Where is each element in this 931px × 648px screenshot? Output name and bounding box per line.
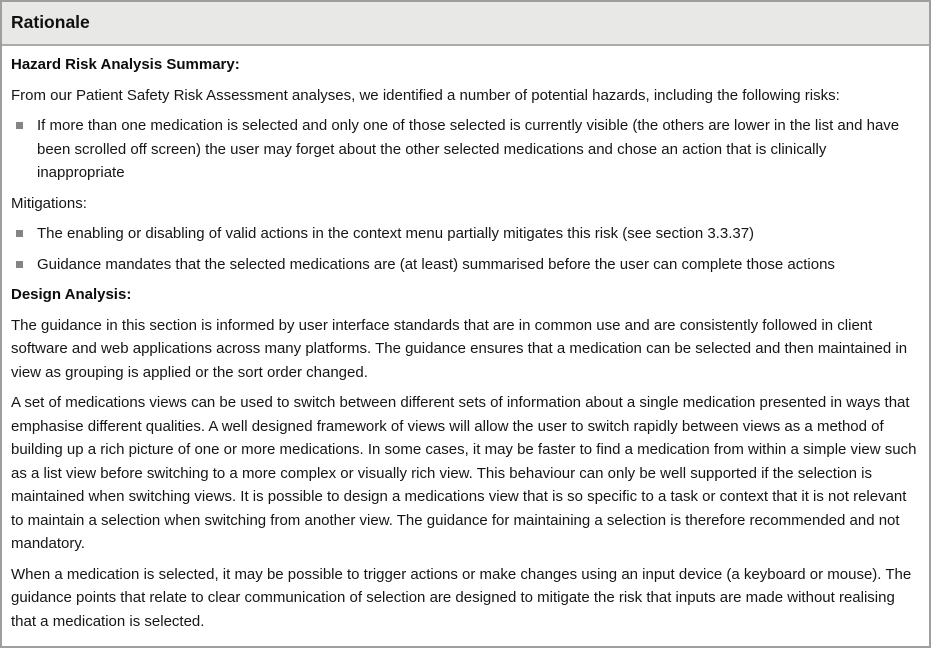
bullet-text: Guidance mandates that the selected medications are (at least) summarised before the user can complete those actions bbox=[37, 255, 835, 273]
paragraph: A set of medications views can be used to switch between different sets of information about a single medication presented in ways that emphasise different qualities. A well designed framework of views will allow the user to switch rapidly between views as a method of building up a rich picture of one or more medications. In some cases, it may be faster to find a medication from within a simple view such as a list view before switching to a more complex or visually rich view. This behaviour can only be well supported if the selection is maintained when switching views. It is possible to design a medications view that is so specific to a task or context that it is not relevant to maintain a selection when switching from another view. The guidance for maintaining a selection is therefore recommended and not mandatory. bbox=[11, 394, 917, 552]
bullet-item bbox=[11, 222, 920, 246]
bullet-item bbox=[11, 114, 920, 185]
paragraph: Mitigations: bbox=[11, 194, 87, 212]
paragraph: The guidance in this section is informed by user interface standards that are in common use and are consistently followed in client software and web applications across many platforms. The guidance ensures that a medication can be selected and then maintained in view as grouping is applied or the sort order changed. bbox=[11, 316, 908, 381]
bullet-square-icon bbox=[16, 230, 23, 237]
paragraph: When a medication is selected, it may be possible to trigger actions or make changes using an input device (a keyboard or mouse). The guidance points that relate to clear communication of selection are designed to mitigate the risk that inputs are made without realising that a medication is selected. bbox=[11, 565, 912, 630]
bullet-text: The enabling or disabling of valid actions in the context menu partially mitigates this risk (see section 3.3.37) bbox=[37, 225, 755, 242]
bullet-item bbox=[11, 253, 920, 277]
panel-body bbox=[2, 46, 929, 646]
bullet-square-icon bbox=[16, 261, 23, 268]
paragraph: From our Patient Safety Risk Assessment analyses, we identified a number of potential hazards, including the following risks: bbox=[11, 86, 840, 104]
section-heading: Design Analysis: bbox=[11, 286, 132, 303]
bullet-square-icon bbox=[16, 122, 23, 129]
bullet-text: If more than one medication is selected and only one of those selected is currently visible (the others are lower in the list and have been scrolled off screen) the user may forget about the other selected medications and chose an action that is clinically inappropriate bbox=[37, 117, 900, 181]
section-heading: Hazard Risk Analysis Summary: bbox=[11, 56, 240, 73]
panel-title: Rationale bbox=[2, 2, 929, 46]
